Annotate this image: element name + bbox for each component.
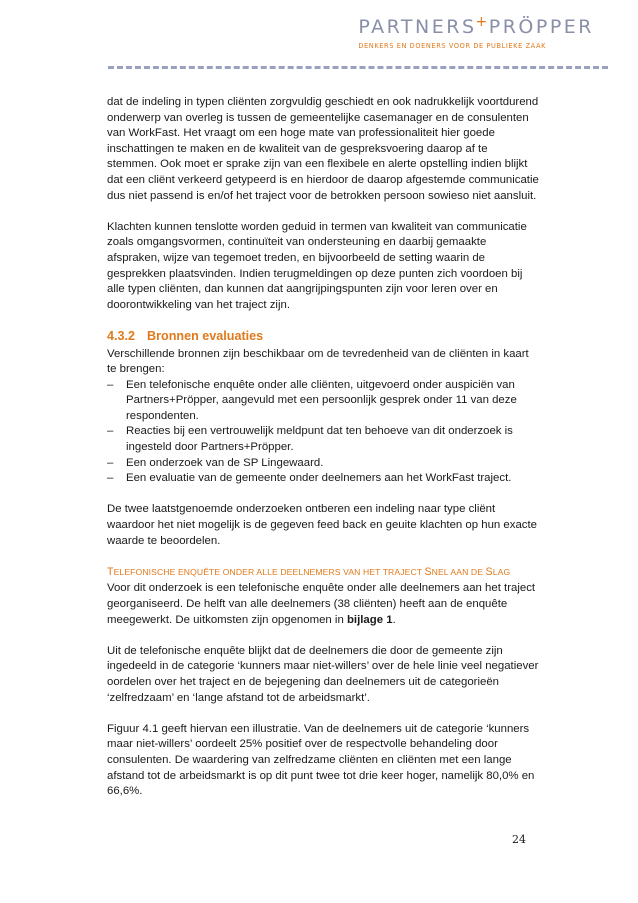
paragraph-5-end: . <box>392 613 396 626</box>
list-item-text: Een onderzoek van de SP Lingewaard. <box>126 456 324 469</box>
section-title: Bronnen evaluaties <box>147 328 264 343</box>
list-dash: – <box>107 472 114 485</box>
list-dash: – <box>107 456 114 469</box>
appendix-reference: bijlage 1 <box>346 613 393 626</box>
sources-list <box>107 378 539 487</box>
list-item <box>107 378 539 425</box>
paragraph-5 <box>107 581 539 628</box>
paragraph-2: Klachten kunnen tenslotte worden geduid in termen van kwaliteit van communicatie zoals omgangsvormen, continuïteit van ondersteuning en daarbij gemaakte afspraken, wijze van tegemoet treden, en bijvoorbeeld de setting waarin de gesprekken plaatsvinden. Indien terugmeldingen op deze punten zich voordoen bij alle typen cliënten, dan kunnen dat aangrijpingspunten zijn voor leren over en doorontwikkeling van het traject zijn. <box>107 220 527 311</box>
list-item <box>107 424 539 455</box>
logo-word-partners: PARTNERS <box>358 16 477 38</box>
paragraph-4: De twee laatstgenoemde onderzoeken ontberen een indeling naar type cliënt waardoor het niet mogelijk is de gegeven feed back en geuite klachten op hun exacte waarde te beoordelen. <box>107 503 537 547</box>
logo-word-propper: PRÖPPER <box>488 16 594 38</box>
page-number: 24 <box>512 833 526 846</box>
section-heading <box>107 329 539 345</box>
list-item-text: Een telefonische enquête onder alle cliënten, uitgevoerd onder auspiciën van Partners+Pröpper, aangevuld met een persoonlijk gesprek onder 11 van deze respondenten. <box>126 378 517 422</box>
list-item <box>107 456 539 472</box>
header-divider <box>108 66 608 69</box>
page-body <box>107 95 539 815</box>
section-number: 4.3.2 <box>107 328 136 343</box>
list-item <box>107 471 539 487</box>
partners-propper-logo <box>358 16 594 50</box>
list-dash: – <box>107 378 114 391</box>
logo-wordmark <box>358 16 594 40</box>
subheading: TELEFONISCHE ENQUÊTE ONDER ALLE DEELNEMERS VAN HET TRAJECT SNEL AAN DE SLAG <box>107 565 511 578</box>
paragraph-7: Figuur 4.1 geeft hiervan een illustratie. Van de deelnemers uit de categorie ‘kunners maar niet-willers’ oordeelt 25% positief over de respectvolle behandeling door consulenten. De waardering van zelfredzame cliënten en cliënten met een lange afstand tot de arbeidsmarkt is op dit punt twee tot drie keer hoger, namelijk 80,0% en 66,6%. <box>107 722 535 798</box>
logo-plus: + <box>475 14 490 30</box>
logo-tagline: DENKERS EN DOENERS VOOR DE PUBLIEKE ZAAK <box>358 42 547 50</box>
paragraph-6: Uit de telefonische enquête blijkt dat de deelnemers die door de gemeente zijn ingedeeld in de categorie ‘kunners maar niet-willers’ over de hele linie veel negatiever oordelen over het traject en de bejegening dan deelnemers uit de categorieën ‘zelfredzaam’ en ‘lange afstand tot de arbeidsmarkt’. <box>107 644 539 704</box>
list-dash: – <box>107 425 114 438</box>
list-item-text: Een evaluatie van de gemeente onder deelnemers aan het WorkFast traject. <box>126 472 512 485</box>
paragraph-3: Verschillende bronnen zijn beschikbaar om de tevredenheid van de cliënten in kaart te brengen: <box>107 347 529 376</box>
paragraph-1: dat de indeling in typen cliënten zorgvuldig geschiedt en ook nadrukkelijk voortdurend onderwerp van overleg is tussen de gemeentelijke casemanager en de consulenten van WorkFast. Het vraagt om een hoge mate van professionaliteit hier goede inschattingen te maken en de kwaliteit van de gespreksvoering daarop af te stemmen. Ook moet er sprake zijn van een flexibele en alerte opstelling indien blijkt dat een cliënt verkeerd getypeerd is en hierdoor de daarop afgestemde communicatie dus niet passend is en/of het traject voor de betrokken persoon sowieso niet aansluit. <box>107 96 539 202</box>
paragraph-5-text: Voor dit onderzoek is een telefonische enquête onder alle deelnemers aan het traject georganiseerd. De helft van alle deelnemers (38 cliënten) heeft aan de enquête meegewerkt. De uitkomsten zijn opgenomen in <box>107 582 536 626</box>
list-item-text: Reacties bij een vertrouwelijk meldpunt dat ten behoeve van dit onderzoek is ingesteld door Partners+Pröpper. <box>126 425 513 454</box>
